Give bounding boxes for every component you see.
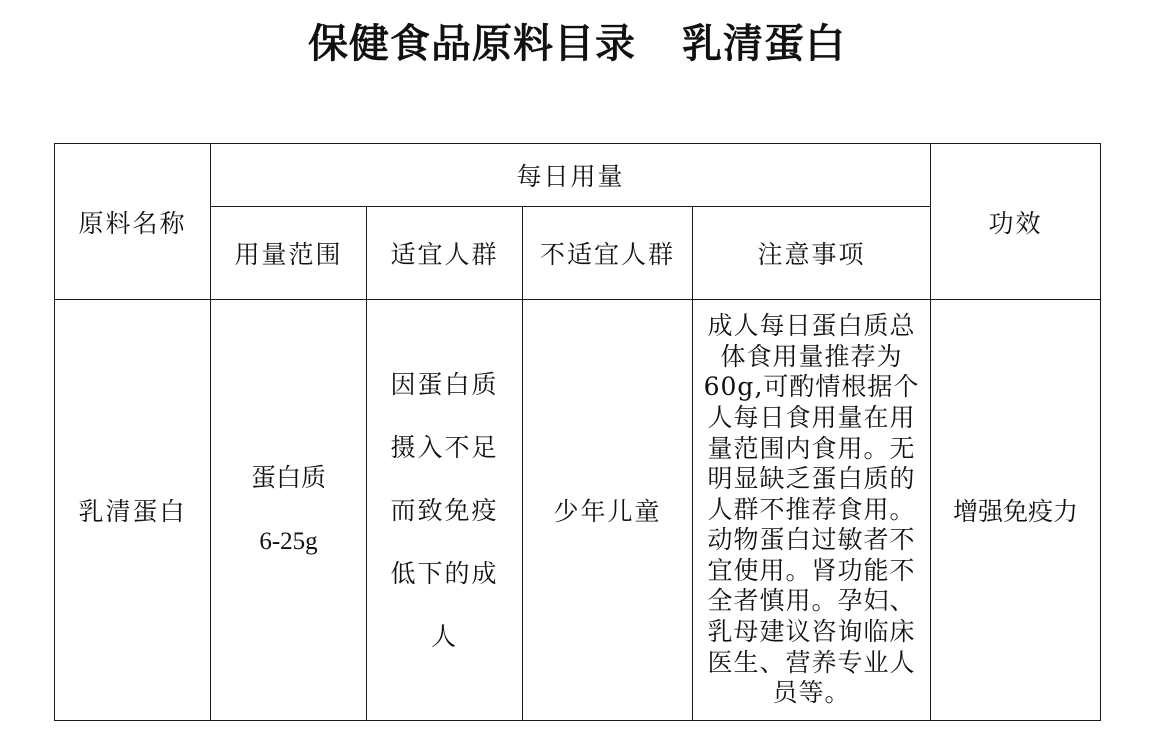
header-notes: 注意事项 — [693, 207, 931, 300]
cell-name: 乳清蛋白 — [55, 300, 211, 721]
dose-range-label: 蛋白质 — [250, 465, 326, 492]
cell-unsuitable: 少年儿童 — [523, 300, 693, 721]
header-daily-dose: 每日用量 — [211, 144, 931, 207]
header-unsuitable: 不适宜人群 — [523, 207, 693, 300]
header-function: 功效 — [931, 144, 1101, 300]
cell-notes: 成人每日蛋白质总体食用量推荐为 60g,可酌情根据个人每日食用量在用量范围内食用。无明显缺乏蛋白质的人群不推荐食用。动物蛋白过敏者不宜使用。肾功能不全者慎用。孕妇、乳母建议咨询临床医生、营养专业人员等。 — [693, 300, 931, 721]
title-ingredient: 乳清蛋白 — [682, 21, 846, 67]
table-row — [55, 300, 1101, 721]
dose-range-value: 6-25g — [259, 528, 318, 555]
header-row-1 — [55, 144, 1101, 207]
header-suitable: 适宜人群 — [367, 207, 523, 300]
cell-function: 增强免疫力 — [931, 300, 1101, 721]
title-main: 保健食品原料目录 — [308, 21, 636, 67]
header-dose-range: 用量范围 — [211, 207, 367, 300]
ingredient-catalog-table — [54, 143, 1101, 721]
document-title — [0, 14, 1154, 74]
cell-suitable: 因蛋白质摄入不足而致免疫低下的成人 — [367, 300, 523, 721]
cell-dose-range — [211, 300, 367, 721]
header-name: 原料名称 — [55, 144, 211, 300]
